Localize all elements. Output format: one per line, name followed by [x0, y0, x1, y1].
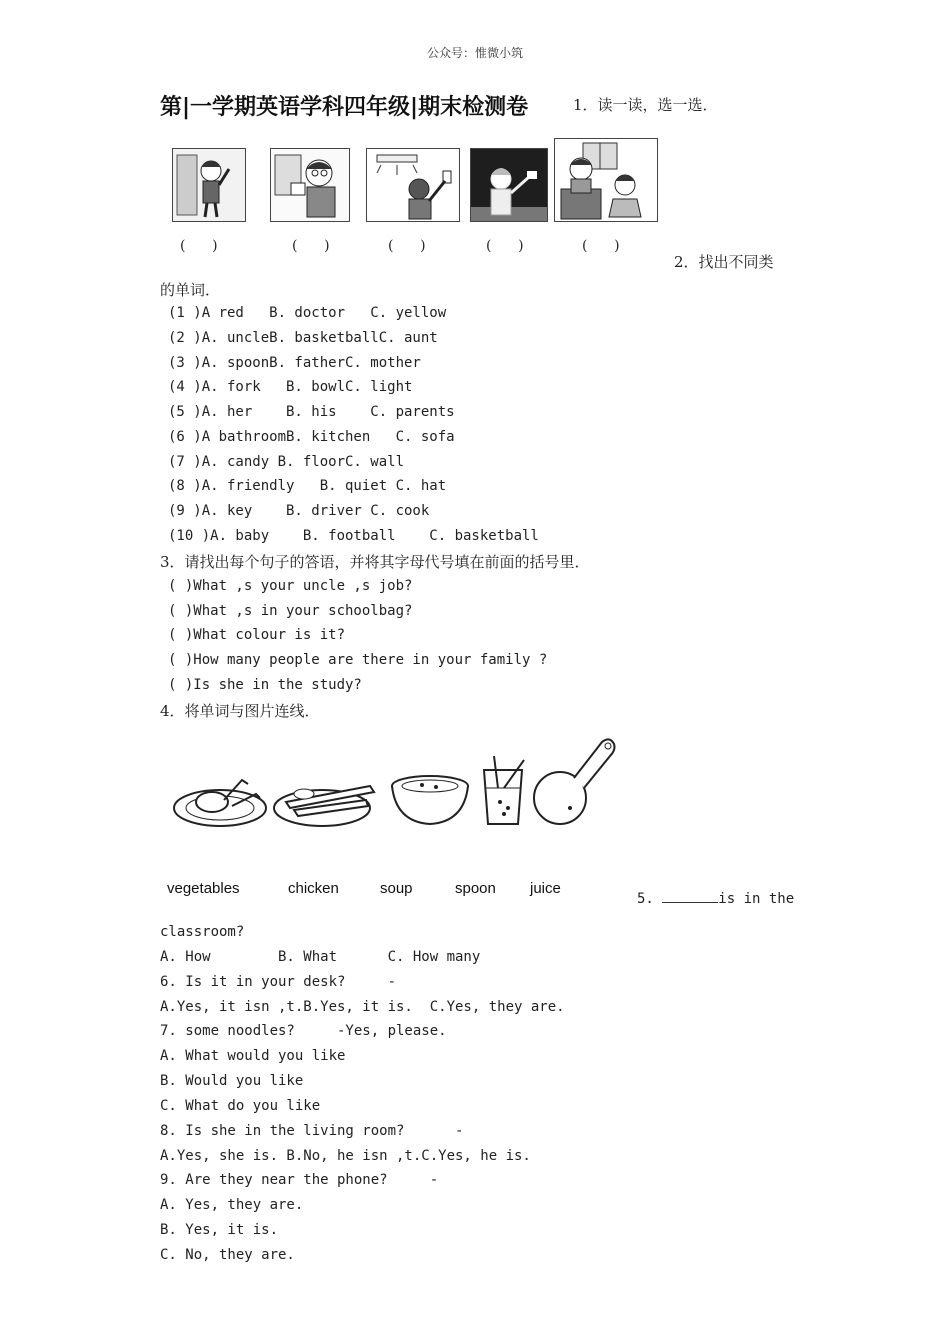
- word-label: soup: [380, 880, 413, 897]
- answer-blank[interactable]: [662, 890, 718, 903]
- q2-item: (1 )A red B. doctor C. yellow: [168, 305, 447, 321]
- answer-bracket[interactable]: ( ): [180, 238, 218, 254]
- q2-item: (10 )A. baby B. football C. basketball: [168, 528, 539, 544]
- word-label: spoon: [455, 880, 496, 897]
- q2-item: (5 )A. her B. his C. parents: [168, 404, 455, 420]
- q3-item: ( )What ,s in your schoolbag?: [168, 603, 413, 619]
- answer-bracket[interactable]: ( ): [582, 238, 620, 254]
- q3-item: ( )What ,s your uncle ,s job?: [168, 578, 413, 594]
- q3-title: 3．请找出每个句子的答语，并将其字母代号填在前面的括号里．: [160, 553, 590, 571]
- q3-item: ( )What colour is it?: [168, 627, 346, 643]
- answer-bracket[interactable]: ( ): [388, 238, 426, 254]
- picture-girl-cleaning-blackboard: [470, 148, 548, 222]
- picture-juice-glass: [474, 752, 534, 828]
- word-label: chicken: [288, 880, 339, 897]
- q9-option: A. Yes, they are.: [160, 1197, 304, 1213]
- q7-question: 7. some noodles? -Yes, please.: [160, 1023, 447, 1039]
- page-header: 公众号：惟微小筑: [426, 46, 523, 60]
- q2-item: (3 )A. spoonB. fatherC. mother: [168, 355, 421, 371]
- q9-option: C. No, they are.: [160, 1247, 295, 1263]
- picture-girl-brushing-hair: [172, 148, 246, 222]
- q9-option: B. Yes, it is.: [160, 1222, 279, 1238]
- page-title: 第|一学期英语学科四年级|期末检测卷: [160, 95, 529, 120]
- q3-item: ( )Is she in the study?: [168, 677, 362, 693]
- q2-item: (4 )A. fork B. bowlC. light: [168, 379, 413, 395]
- q2-title-cont: 的单词．: [160, 281, 221, 299]
- picture-vegetables-plate: [270, 772, 382, 830]
- q5-question-cont: classroom?: [160, 924, 245, 940]
- picture-girl-and-boy-at-window: [554, 138, 658, 222]
- q4-title: 4．将单词与图片连线．: [160, 702, 320, 720]
- picture-spoon: [530, 734, 620, 828]
- q7-option: A. What would you like: [160, 1048, 346, 1064]
- q2-item: (9 )A. key B. driver C. cook: [168, 503, 430, 519]
- q5-options: A. How B. What C. How many: [160, 949, 481, 965]
- q6-question: 6. Is it in your desk? -: [160, 974, 397, 990]
- picture-chicken-plate: [172, 766, 268, 830]
- q3-item: ( )How many people are there in your family ?: [168, 652, 548, 668]
- q7-option: B. Would you like: [160, 1073, 304, 1089]
- q5-number: 5.: [637, 891, 654, 907]
- q2-item: (2 )A. uncleB. basketballC. aunt: [168, 330, 438, 346]
- q5-question: [637, 890, 794, 907]
- answer-bracket[interactable]: ( ): [292, 238, 330, 254]
- picture-soup-bowl: [388, 770, 472, 828]
- q9-question: 9. Are they near the phone? -: [160, 1172, 439, 1188]
- picture-boy-cleaning-window: [270, 148, 350, 222]
- answer-bracket[interactable]: ( ): [486, 238, 524, 254]
- q2-item: (8 )A. friendly B. quiet C. hat: [168, 478, 447, 494]
- q2-item: (7 )A. candy B. floorC. wall: [168, 454, 405, 470]
- word-label: juice: [530, 880, 561, 897]
- q7-option: C. What do you like: [160, 1098, 321, 1114]
- q2-title: 2．找出不同类: [674, 253, 774, 271]
- q8-question: 8. Is she in the living room? -: [160, 1123, 464, 1139]
- picture-boy-turning-on-light: [366, 148, 460, 222]
- q6-options: A.Yes, it isn ,t.B.Yes, it is. C.Yes, they are.: [160, 999, 565, 1015]
- q2-item: (6 )A bathroomB. kitchen C. sofa: [168, 429, 455, 445]
- q1-title: 1．读一读，选一选．: [573, 96, 718, 114]
- q5-suffix: is in the: [718, 891, 795, 907]
- word-label: vegetables: [167, 880, 240, 897]
- q8-options: A.Yes, she is. B.No, he isn ,t.C.Yes, he is.: [160, 1148, 531, 1164]
